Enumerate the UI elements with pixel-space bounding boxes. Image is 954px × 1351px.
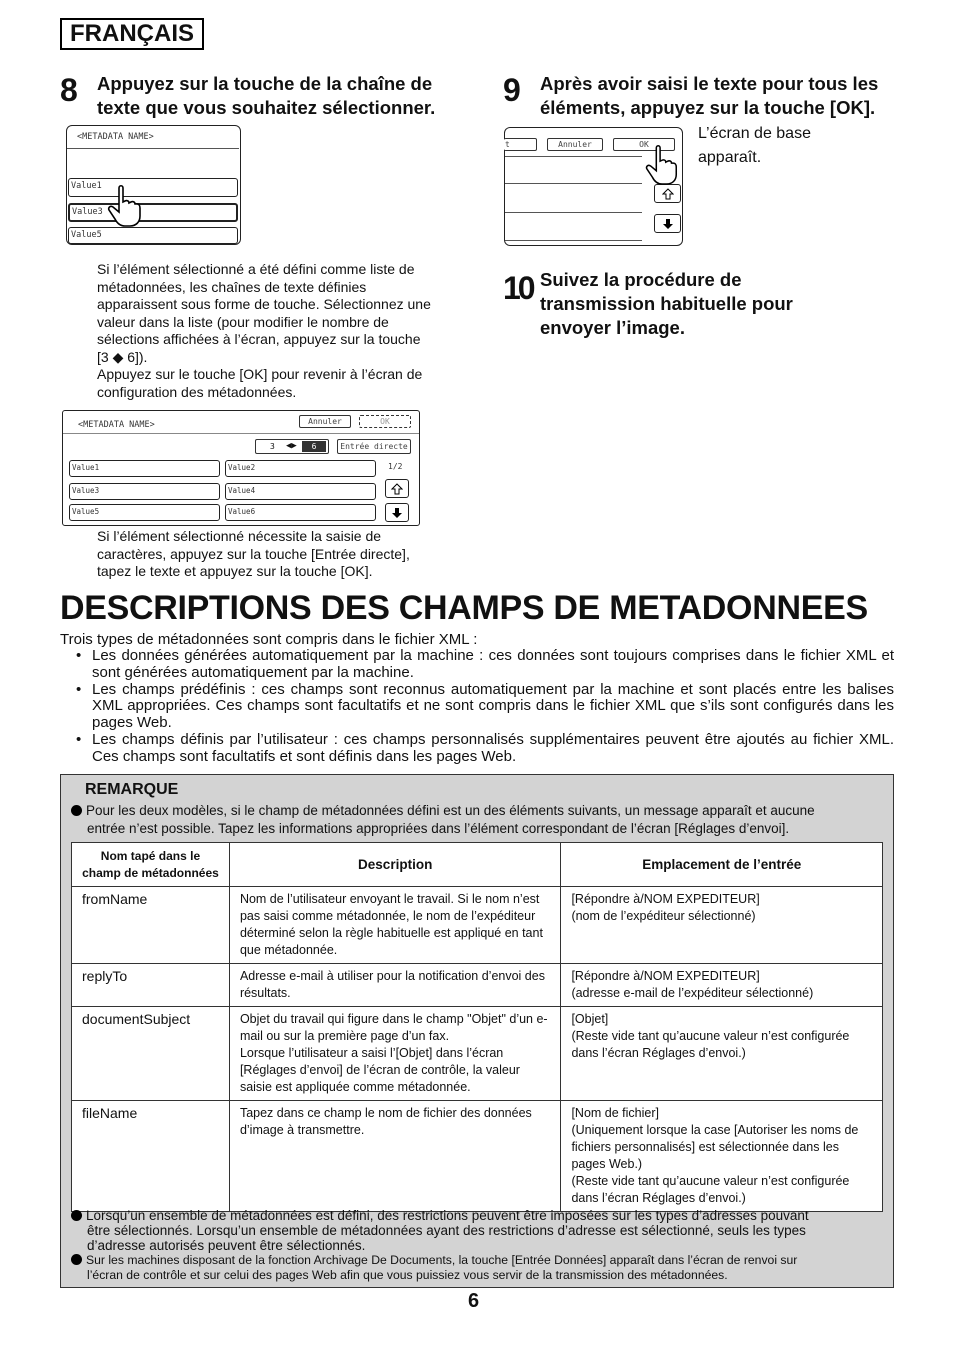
step-8-title-line: Appuyez sur la touche de la chaîne de	[97, 73, 433, 94]
text-line: Sur les machines disposant de la fonction Archivage De Documents, la touche [Entrée Données] apparaît dans l’écran de renvoi sur	[86, 1253, 798, 1267]
step-8-title-line: texte que vous souhaitez sélectionner.	[97, 97, 436, 118]
value-key-1[interactable]: Value1	[69, 460, 220, 477]
step-9-caption	[698, 122, 811, 170]
table-header-row	[72, 843, 883, 887]
remark-note-2	[71, 1208, 809, 1253]
metadata-select-screen	[66, 125, 241, 245]
table-row	[72, 964, 883, 1007]
value-key-5[interactable]: Value5	[68, 227, 238, 244]
pointing-hand-icon	[105, 184, 145, 228]
field-name: fromName	[72, 887, 230, 964]
text-line: sélections affichées à l’écran, appuyez sur la touche	[97, 331, 421, 347]
field-description: Adresse e-mail à utiliser pour la notification d’envoi des résultats.	[229, 964, 561, 1007]
text-line: apparaissent sous forme de touche. Sélectionnez une	[97, 296, 431, 312]
text-line: tapez le texte et appuyez sur la touche [OK].	[97, 563, 373, 579]
page-indicator: 1/2	[388, 462, 403, 471]
ok-button[interactable]: OK	[613, 138, 675, 151]
step-8-paragraph-2	[97, 528, 410, 581]
pointing-hand-icon	[643, 144, 681, 186]
scroll-up-button[interactable]	[385, 479, 409, 498]
text-line: [3 ◆ 6]).	[97, 348, 148, 365]
value-key-6[interactable]: Value6	[225, 504, 376, 521]
field-description: Objet du travail qui figure dans le champ "Objet" d’un e-mail ou sur la première page d’un fax. Lorsque l’utilisateur a saisi l’[Objet] dans l’écran [Réglages d’envoi] de l’écran de contrôle, la valeur saisie est appliquée comme métadonnée.	[229, 1007, 561, 1101]
step-8-paragraph-1	[97, 261, 431, 401]
text-line: l’écran de contrôle et sur celui des pages Web afin que vous puissiez vous servir de la transmission des métadonnées.	[87, 1268, 728, 1282]
arrow-down-icon	[391, 507, 403, 519]
section-title: DESCRIPTIONS DES CHAMPS DE METADONNEES	[60, 589, 868, 627]
language-tag: FRANÇAIS	[60, 18, 204, 50]
text-line: Appuyez sur le touche [OK] pour revenir à l’écran de	[97, 366, 423, 382]
text-line: Pour les deux modèles, si le champ de métadonnées défini est un des éléments suivants, un message apparaît et aucune	[86, 803, 815, 818]
text-line: Si l’élément sélectionné a été défini comme liste de	[97, 261, 415, 277]
cancel-button[interactable]: Annuler	[299, 415, 351, 428]
text-line: Si l’élément sélectionné nécessite la saisie de	[97, 528, 382, 544]
ok-button[interactable]: OK	[359, 415, 411, 428]
text-line: L’écran de base	[698, 125, 811, 142]
list-item: • Les champs définis par l’utilisateur : ces champs personnalisés supplémentaires peuvent être ajoutés au fichier XML. Ces champs sont facultatifs et sont définis dans les pages Web.	[76, 732, 894, 766]
value-key-3[interactable]: Value3	[69, 483, 220, 500]
column-header-name: Nom tapé dans le champ de métadonnées	[72, 843, 230, 887]
divider	[505, 240, 642, 241]
field-name: replyTo	[72, 964, 230, 1007]
step-10-title-line: envoyer l’image.	[540, 317, 685, 338]
divider	[67, 148, 239, 149]
section-intro: Trois types de métadonnées sont compris dans le fichier XML :	[60, 631, 478, 648]
display-count-toggle[interactable]	[255, 439, 329, 454]
step-10-title-line: transmission habituelle pour	[540, 293, 793, 314]
partial-key[interactable]: t	[504, 138, 537, 151]
field-name: fileName	[72, 1101, 230, 1212]
metadata-types-list	[76, 648, 894, 766]
toggle-value-3: 3	[270, 442, 275, 451]
text-line: valeur dans la liste (pour modifier le nombre de	[97, 313, 389, 330]
value-key-3[interactable]: Value3	[68, 203, 238, 222]
field-description: Tapez dans ce champ le nom de fichier des données d’image à transmettre.	[229, 1101, 561, 1212]
screen-label: <METADATA NAME>	[78, 420, 155, 430]
text-line: entrée n’est possible. Tapez les informations appropriées dans l’élément correspondant de l’écran [Réglages d’envoi].	[87, 820, 790, 836]
divider	[63, 433, 419, 434]
step-10-title-line: Suivez la procédure de	[540, 269, 742, 290]
remark-box	[60, 774, 894, 1288]
text-line: Lorsqu’un ensemble de métadonnées est défini, des restrictions peuvent être imposées sur les types d’adresses pouvant	[86, 1208, 809, 1223]
text-line: métadonnées, les chaînes de texte définies	[97, 278, 367, 295]
remark-note-1	[71, 802, 815, 837]
step-9-title-line: éléments, appuyez sur la touche [OK].	[540, 97, 876, 118]
metadata-fields-table	[71, 842, 883, 1212]
arrow-up-icon	[662, 188, 674, 200]
toggle-value-6: 6	[302, 441, 326, 452]
value-key-1[interactable]: Value1	[68, 178, 238, 197]
field-location: [Répondre à/NOM EXPEDITEUR] (nom de l’expéditeur sélectionné)	[561, 887, 883, 964]
column-header-description: Description	[229, 843, 561, 887]
cancel-button[interactable]: Annuler	[547, 138, 603, 151]
field-location: [Nom de fichier] (Uniquement lorsque la case [Autoriser les noms de fichiers personnalisés] est sélectionnée dans les pages Web.) (Reste vide tant qu’aucune valeur n’est configurée dans l’écran Réglages d’envoi.)	[561, 1101, 883, 1212]
arrow-up-icon	[391, 483, 403, 495]
metadata-list-screen	[62, 410, 420, 526]
toggle-arrows-icon: ◀▶	[286, 441, 297, 451]
divider	[505, 212, 642, 213]
field-location: [Objet] (Reste vide tant qu’aucune valeur n’est configurée dans l’écran Réglages d’envoi.)	[561, 1007, 883, 1101]
divider	[505, 156, 642, 157]
table-row	[72, 1007, 883, 1101]
table-row	[72, 887, 883, 964]
screen-label: <METADATA NAME>	[77, 132, 154, 142]
field-location: [Répondre à/NOM EXPEDITEUR] (adresse e-mail de l’expéditeur sélectionné)	[561, 964, 883, 1007]
text-line: d’adresse autorisés peuvent être sélectionnés.	[87, 1238, 366, 1253]
step-9-title-line: Après avoir saisi le texte pour tous les	[540, 73, 879, 94]
divider	[505, 183, 642, 184]
direct-entry-button[interactable]: Entrée directe	[337, 439, 411, 454]
table-row	[72, 1101, 883, 1212]
value-key-4[interactable]: Value4	[225, 483, 376, 500]
remark-title: REMARQUE	[85, 781, 179, 798]
list-item: • Les champs prédéfinis : ces champs sont reconnus automatiquement par la machine et sont placés entre les balises XML appropriées. Ces champs sont facultatifs et ne sont compris dans le fichier XML que s’ils sont configurés dans les pages Web.	[76, 682, 894, 732]
remark-note-3	[71, 1253, 797, 1283]
step-9-number: 9	[503, 72, 520, 108]
field-name: documentSubject	[72, 1007, 230, 1101]
field-description: Nom de l’utilisateur envoyant le travail. Si le nom n’est pas saisi comme métadonnée, le nom de l’expéditeur déterminé selon la règle habituelle est appliqué en tant que métadonnée.	[229, 887, 561, 964]
step-10-number: 10	[503, 270, 533, 306]
scroll-down-button[interactable]	[654, 214, 681, 233]
bullet-dot-icon	[71, 805, 82, 816]
scroll-down-button[interactable]	[385, 503, 409, 522]
base-screen-panel	[504, 127, 683, 246]
text-line: être sélectionnés. Lorsqu’un ensemble de métadonnées ayant des restrictions d’adresse est sélectionné, seuls les types	[87, 1223, 806, 1238]
bullet-dot-icon	[71, 1254, 82, 1265]
text-line: apparaît.	[698, 149, 762, 166]
step-8-title	[97, 72, 435, 120]
value-key-2[interactable]: Value2	[225, 460, 376, 477]
step-10-title	[540, 268, 793, 340]
arrow-down-icon	[662, 218, 674, 230]
column-header-location: Emplacement de l’entrée	[561, 843, 883, 887]
text-line: configuration des métadonnées.	[97, 383, 297, 400]
list-item: • Les données générées automatiquement par la machine : ces données sont toujours comprises dans le fichier XML et sont générées automatiquement par la machine.	[76, 648, 894, 682]
step-9-title	[540, 72, 878, 120]
page-number: 6	[468, 1290, 480, 1312]
step-8-number: 8	[60, 72, 77, 108]
bullet-dot-icon	[71, 1210, 82, 1221]
scroll-up-button[interactable]	[654, 184, 681, 203]
value-key-5[interactable]: Value5	[69, 504, 220, 521]
text-line: caractères, appuyez sur la touche [Entrée directe],	[97, 545, 410, 562]
